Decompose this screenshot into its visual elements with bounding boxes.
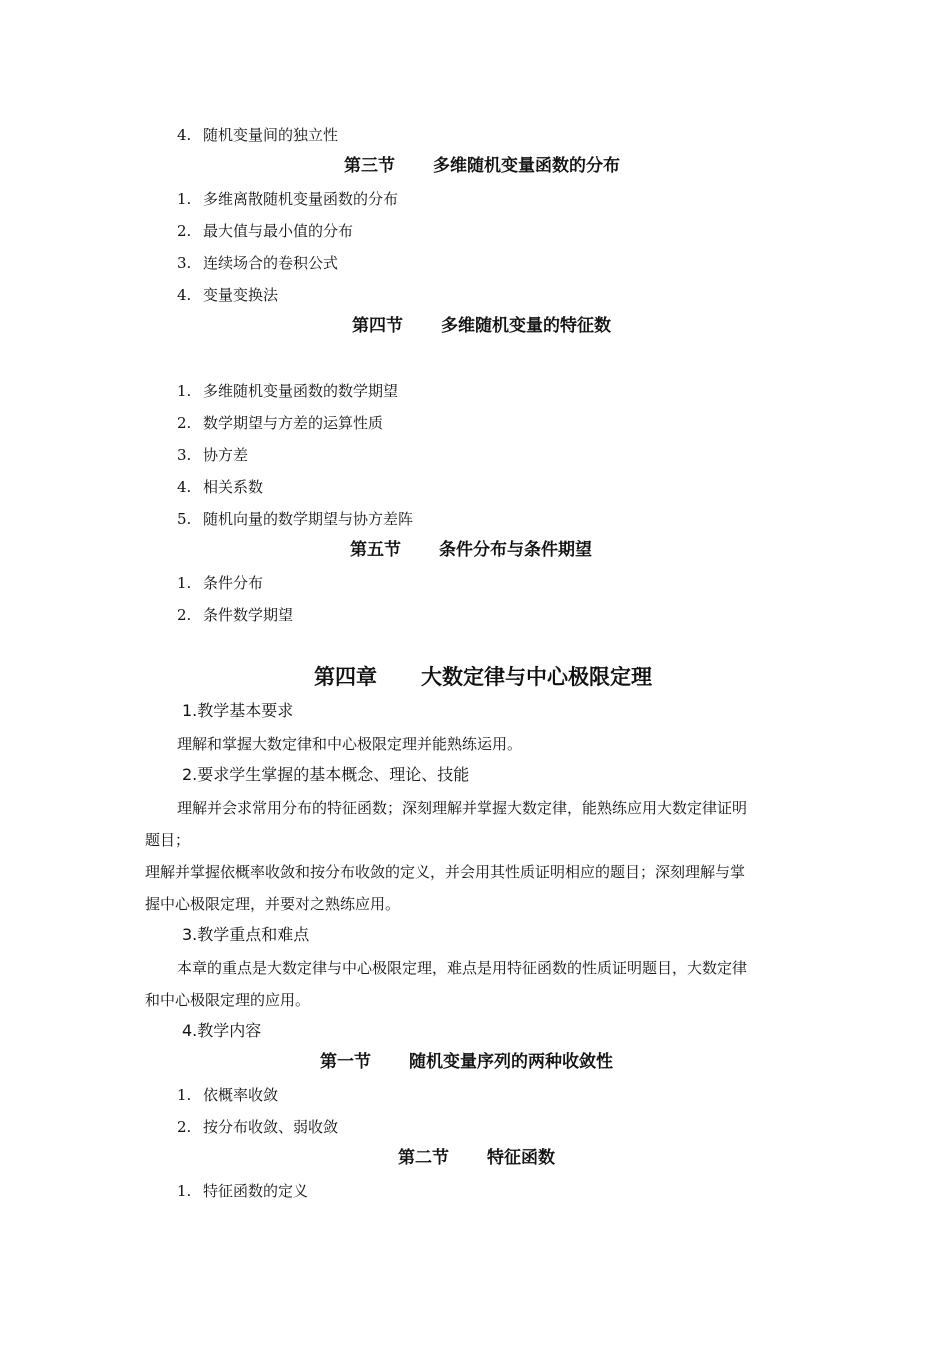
- section-heading: 第二节 特征函数: [398, 1148, 555, 1168]
- paragraph-line: 和中心极限定理的应用。: [145, 991, 311, 1009]
- list-item: 1. 多维随机变量函数的数学期望: [177, 382, 399, 400]
- list-item: 2. 最大值与最小值的分布: [177, 222, 354, 240]
- subsection-heading: 4.教学内容: [182, 1021, 262, 1040]
- paragraph-line: 理解并掌握依概率收敛和按分布收敛的定义，并会用其性质证明相应的题目；深刻理解与掌: [145, 863, 746, 881]
- list-item: 2. 按分布收敛、弱收敛: [177, 1118, 339, 1136]
- list-item: 3. 连续场合的卷积公式: [177, 254, 339, 272]
- chapter-title: 第四章 大数定律与中心极限定理: [314, 665, 652, 689]
- section-heading: 第四节 多维随机变量的特征数: [352, 316, 611, 336]
- list-item: 3. 协方差: [177, 446, 249, 464]
- list-item: 2. 数学期望与方差的运算性质: [177, 414, 384, 432]
- paragraph-line: 理解并会求常用分布的特征函数；深刻理解并掌握大数定律，能熟练应用大数定律证明: [177, 799, 748, 817]
- list-item: 4. 变量变换法: [177, 286, 279, 304]
- section-heading: 第五节 条件分布与条件期望: [350, 540, 592, 560]
- paragraph-line: 理解和掌握大数定律和中心极限定理并能熟练运用。: [177, 735, 523, 753]
- list-item: 4. 随机变量间的独立性: [177, 126, 339, 144]
- list-item: 1. 特征函数的定义: [177, 1182, 309, 1200]
- paragraph-line: 握中心极限定理，并要对之熟练应用。: [145, 895, 401, 913]
- list-item: 2. 条件数学期望: [177, 606, 294, 624]
- paragraph-line: 本章的重点是大数定律与中心极限定理，难点是用特征函数的性质证明题目，大数定律: [177, 959, 748, 977]
- section-heading: 第三节 多维随机变量函数的分布: [344, 156, 620, 176]
- section-heading: 第一节 随机变量序列的两种收敛性: [320, 1052, 613, 1072]
- list-item: 5. 随机向量的数学期望与协方差阵: [177, 510, 414, 528]
- list-item: 1. 条件分布: [177, 574, 264, 592]
- subsection-heading: 3.教学重点和难点: [182, 925, 310, 944]
- list-item: 1. 依概率收敛: [177, 1086, 279, 1104]
- list-item: 4. 相关系数: [177, 478, 264, 496]
- list-item: 1. 多维离散随机变量函数的分布: [177, 190, 399, 208]
- subsection-heading: 2.要求学生掌握的基本概念、理论、技能: [182, 765, 470, 784]
- paragraph-line: 题目；: [145, 831, 191, 849]
- subsection-heading: 1.教学基本要求: [182, 701, 294, 720]
